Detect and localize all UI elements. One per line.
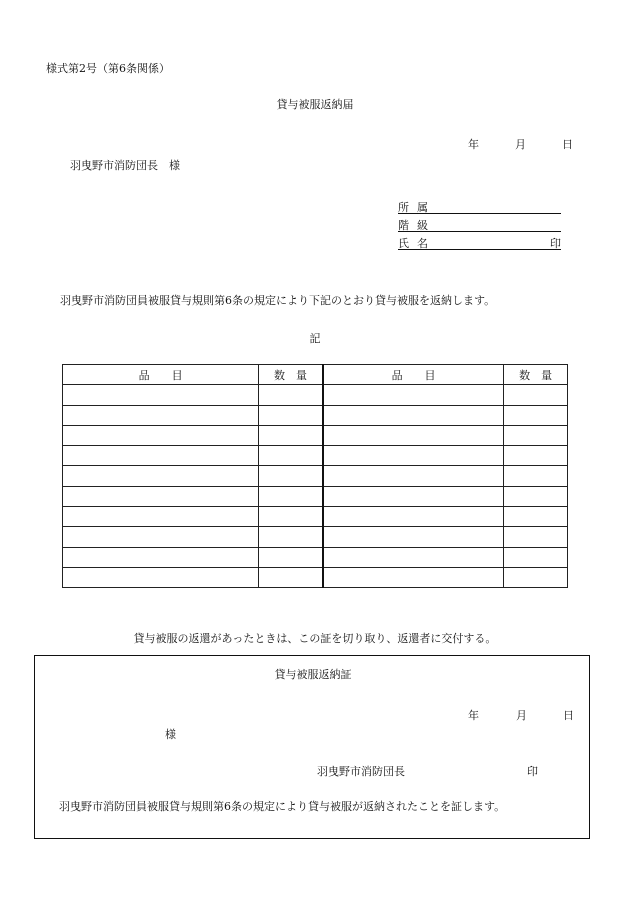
form-number: 様式第2号（第6条関係） bbox=[46, 62, 170, 75]
item-cell[interactable] bbox=[323, 567, 504, 587]
item-cell[interactable] bbox=[63, 567, 259, 587]
quantity-cell[interactable] bbox=[504, 567, 568, 587]
item-cell[interactable] bbox=[63, 507, 259, 527]
rank-label: 階級 bbox=[398, 219, 436, 232]
item-cell[interactable] bbox=[323, 527, 504, 547]
quantity-cell[interactable] bbox=[259, 567, 323, 587]
item-cell[interactable] bbox=[323, 507, 504, 527]
item-cell[interactable] bbox=[323, 385, 504, 405]
quantity-cell[interactable] bbox=[259, 385, 323, 405]
item-cell[interactable] bbox=[323, 486, 504, 506]
receipt-box bbox=[34, 655, 590, 839]
receipt-chief: 羽曳野市消防団長 bbox=[317, 765, 405, 778]
item-cell[interactable] bbox=[63, 486, 259, 506]
header-item-right: 品 目 bbox=[323, 365, 504, 385]
item-cell[interactable] bbox=[63, 527, 259, 547]
quantity-cell[interactable] bbox=[259, 547, 323, 567]
table-header-row bbox=[63, 365, 568, 385]
document-title: 貸与被服返納届 bbox=[276, 98, 354, 111]
name-label: 氏名 bbox=[398, 237, 436, 250]
table-row bbox=[63, 547, 568, 567]
quantity-cell[interactable] bbox=[504, 405, 568, 425]
receipt-date-day: 日 bbox=[563, 709, 574, 722]
quantity-cell[interactable] bbox=[259, 405, 323, 425]
quantity-cell[interactable] bbox=[504, 507, 568, 527]
affiliation-label: 所属 bbox=[398, 201, 436, 214]
item-cell[interactable] bbox=[63, 446, 259, 466]
affiliation-field[interactable] bbox=[398, 199, 561, 214]
receipt-recipient-sama: 様 bbox=[165, 728, 176, 741]
quantity-cell[interactable] bbox=[259, 527, 323, 547]
item-cell[interactable] bbox=[63, 385, 259, 405]
item-cell[interactable] bbox=[323, 446, 504, 466]
table-row bbox=[63, 507, 568, 527]
seal-mark: 印 bbox=[550, 237, 561, 250]
receipt-title: 貸与被服返納証 bbox=[274, 668, 352, 681]
quantity-cell[interactable] bbox=[504, 385, 568, 405]
header-item-left: 品 目 bbox=[63, 365, 259, 385]
item-cell[interactable] bbox=[323, 466, 504, 486]
receipt-date-year: 年 bbox=[468, 709, 479, 722]
item-cell[interactable] bbox=[63, 425, 259, 445]
quantity-cell[interactable] bbox=[504, 486, 568, 506]
table-row bbox=[63, 405, 568, 425]
table-row bbox=[63, 486, 568, 506]
item-cell[interactable] bbox=[323, 405, 504, 425]
date-year: 年 bbox=[468, 138, 479, 151]
table-row bbox=[63, 466, 568, 486]
receipt-date-month: 月 bbox=[516, 709, 527, 722]
quantity-cell[interactable] bbox=[504, 466, 568, 486]
item-cell[interactable] bbox=[63, 405, 259, 425]
header-qty-right: 数 量 bbox=[504, 365, 568, 385]
quantity-cell[interactable] bbox=[504, 425, 568, 445]
header-qty-left: 数 量 bbox=[259, 365, 323, 385]
item-cell[interactable] bbox=[323, 547, 504, 567]
table-row bbox=[63, 446, 568, 466]
table-row bbox=[63, 567, 568, 587]
quantity-cell[interactable] bbox=[504, 527, 568, 547]
table-row bbox=[63, 385, 568, 405]
rank-field[interactable] bbox=[398, 217, 561, 232]
quantity-cell[interactable] bbox=[259, 446, 323, 466]
quantity-cell[interactable] bbox=[259, 507, 323, 527]
item-cell[interactable] bbox=[63, 547, 259, 567]
quantity-cell[interactable] bbox=[259, 466, 323, 486]
quantity-cell[interactable] bbox=[259, 486, 323, 506]
table-row bbox=[63, 527, 568, 547]
date-day: 日 bbox=[562, 138, 573, 151]
addressee: 羽曳野市消防団長 様 bbox=[70, 159, 180, 172]
table-row bbox=[63, 425, 568, 445]
items-table bbox=[62, 364, 568, 588]
body-text: 羽曳野市消防団員被服貸与規則第6条の規定により下記のとおり貸与被服を返納します。 bbox=[60, 294, 496, 307]
quantity-cell[interactable] bbox=[504, 446, 568, 466]
name-field[interactable] bbox=[398, 235, 561, 250]
ki-heading: 記 bbox=[309, 332, 321, 345]
notice-text: 貸与被服の返還があったときは、この証を切り取り、返還者に交付する。 bbox=[133, 632, 497, 645]
date-month: 月 bbox=[515, 138, 526, 151]
quantity-cell[interactable] bbox=[259, 425, 323, 445]
receipt-seal-mark: 印 bbox=[527, 765, 538, 778]
item-cell[interactable] bbox=[63, 466, 259, 486]
receipt-text: 羽曳野市消防団員被服貸与規則第6条の規定により貸与被服が返納されたことを証します。 bbox=[59, 800, 506, 813]
item-cell[interactable] bbox=[323, 425, 504, 445]
quantity-cell[interactable] bbox=[504, 547, 568, 567]
